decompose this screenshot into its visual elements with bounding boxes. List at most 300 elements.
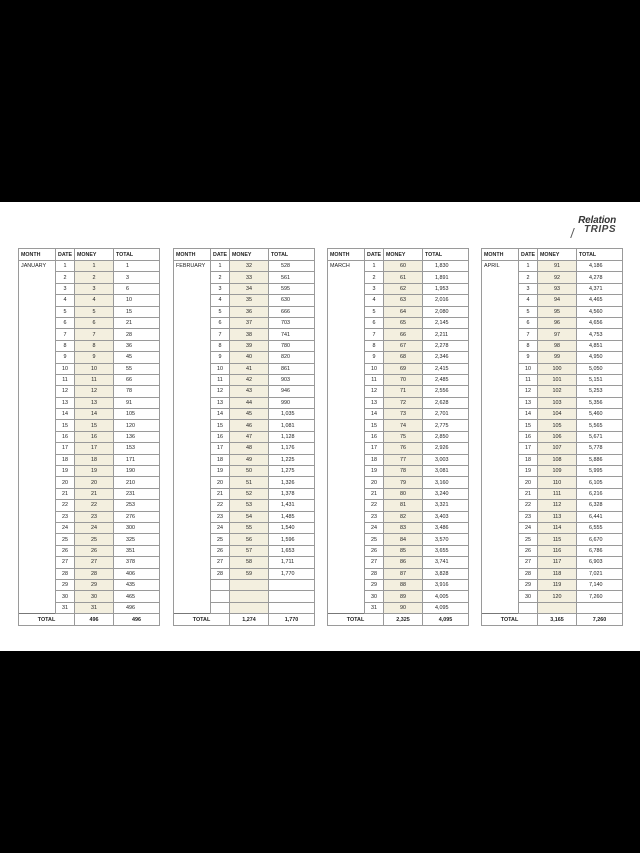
total-cell: 1,891 — [423, 272, 469, 283]
money-cell: 66 — [384, 329, 423, 340]
table-row — [482, 261, 623, 272]
money-cell: 3 — [75, 283, 114, 294]
table-row — [328, 409, 469, 420]
date-cell: 1 — [211, 261, 230, 272]
date-cell: 1 — [365, 261, 384, 272]
money-cell: 76 — [384, 443, 423, 454]
total-total: 4,095 — [423, 614, 469, 626]
header-row — [19, 249, 160, 261]
date-cell: 7 — [365, 329, 384, 340]
money-cell: 47 — [230, 431, 269, 442]
month-cell — [328, 317, 365, 328]
money-cell: 80 — [384, 488, 423, 499]
table-row — [174, 477, 315, 488]
total-cell: 1,953 — [423, 283, 469, 294]
money-cell: 50 — [230, 466, 269, 477]
total-total: 1,770 — [269, 614, 315, 626]
month-cell — [174, 557, 211, 568]
table-row — [482, 522, 623, 533]
money-cell: 36 — [230, 306, 269, 317]
total-row — [328, 614, 469, 626]
table-row — [19, 568, 160, 579]
total-cell: 820 — [269, 352, 315, 363]
date-cell: 22 — [56, 500, 75, 511]
month-cell — [19, 443, 56, 454]
total-cell: 3,741 — [423, 557, 469, 568]
money-cell: 12 — [75, 386, 114, 397]
header-row — [174, 249, 315, 261]
month-cell — [328, 500, 365, 511]
money-cell: 59 — [230, 568, 269, 579]
total-cell: 66 — [114, 374, 160, 385]
money-cell: 37 — [230, 317, 269, 328]
table-row — [328, 317, 469, 328]
total-money: 496 — [75, 614, 114, 626]
savings-sheet — [0, 202, 640, 651]
month-cell — [19, 386, 56, 397]
date-cell: 26 — [365, 545, 384, 556]
table-row — [174, 534, 315, 545]
money-cell: 40 — [230, 352, 269, 363]
money-cell: 49 — [230, 454, 269, 465]
date-cell: 13 — [519, 397, 538, 408]
total-cell: 1,378 — [269, 488, 315, 499]
table-row — [328, 511, 469, 522]
month-table — [327, 248, 469, 626]
month-cell — [482, 557, 519, 568]
date-cell: 17 — [56, 443, 75, 454]
table-row — [328, 545, 469, 556]
money-cell: 2 — [75, 272, 114, 283]
date-cell: 6 — [365, 317, 384, 328]
total-cell: 1,128 — [269, 431, 315, 442]
money-cell: 22 — [75, 500, 114, 511]
date-cell: 2 — [519, 272, 538, 283]
total-cell: 630 — [269, 295, 315, 306]
table-row — [328, 340, 469, 351]
money-cell: 26 — [75, 545, 114, 556]
month-cell — [482, 534, 519, 545]
table-row — [19, 557, 160, 568]
date-cell: 26 — [211, 545, 230, 556]
total-cell: 5,460 — [577, 409, 623, 420]
month-cell — [482, 295, 519, 306]
total-cell — [269, 591, 315, 602]
total-total: 7,260 — [577, 614, 623, 626]
date-cell: 2 — [56, 272, 75, 283]
money-cell: 92 — [538, 272, 577, 283]
total-label: TOTAL — [482, 614, 538, 626]
total-cell: 21 — [114, 317, 160, 328]
month-cell — [328, 443, 365, 454]
table-row — [328, 397, 469, 408]
month-cell — [19, 295, 56, 306]
date-cell: 26 — [56, 545, 75, 556]
date-cell: 1 — [56, 261, 75, 272]
header-row — [482, 249, 623, 261]
month-cell — [19, 409, 56, 420]
month-cell — [174, 477, 211, 488]
month-cell — [19, 454, 56, 465]
total-cell: 4,950 — [577, 352, 623, 363]
header-money: MONEY — [538, 249, 577, 261]
table-row — [328, 443, 469, 454]
money-cell: 16 — [75, 431, 114, 442]
total-cell: 741 — [269, 329, 315, 340]
table-row — [19, 386, 160, 397]
date-cell — [211, 602, 230, 613]
month-cell — [328, 420, 365, 431]
date-cell: 28 — [519, 568, 538, 579]
money-cell: 45 — [230, 409, 269, 420]
total-cell: 1,770 — [269, 568, 315, 579]
total-cell: 4,465 — [577, 295, 623, 306]
date-cell: 4 — [56, 295, 75, 306]
month-cell — [19, 466, 56, 477]
date-cell: 29 — [519, 579, 538, 590]
money-cell: 38 — [230, 329, 269, 340]
month-cell — [482, 397, 519, 408]
money-cell: 39 — [230, 340, 269, 351]
month-cell — [328, 522, 365, 533]
header-money: MONEY — [75, 249, 114, 261]
header-month: MONTH — [19, 249, 56, 261]
table-row — [19, 340, 160, 351]
header-date: DATE — [519, 249, 538, 261]
date-cell: 13 — [211, 397, 230, 408]
date-cell: 14 — [365, 409, 384, 420]
table-row — [174, 488, 315, 499]
total-cell: 5,671 — [577, 431, 623, 442]
table-row — [328, 431, 469, 442]
month-cell — [482, 431, 519, 442]
money-cell: 90 — [384, 602, 423, 613]
money-cell: 83 — [384, 522, 423, 533]
total-cell: 1,326 — [269, 477, 315, 488]
money-cell: 57 — [230, 545, 269, 556]
table-row — [482, 420, 623, 431]
money-cell: 15 — [75, 420, 114, 431]
total-cell: 3,003 — [423, 454, 469, 465]
month-cell — [328, 466, 365, 477]
money-cell: 51 — [230, 477, 269, 488]
month-cell — [482, 511, 519, 522]
total-cell: 5,050 — [577, 363, 623, 374]
table-row — [328, 477, 469, 488]
date-cell: 25 — [211, 534, 230, 545]
money-cell: 30 — [75, 591, 114, 602]
money-cell: 52 — [230, 488, 269, 499]
date-cell: 30 — [519, 591, 538, 602]
date-cell: 29 — [56, 579, 75, 590]
month-cell — [482, 363, 519, 374]
money-cell: 74 — [384, 420, 423, 431]
money-cell: 87 — [384, 568, 423, 579]
table-row — [19, 420, 160, 431]
month-cell — [174, 317, 211, 328]
table-row — [482, 295, 623, 306]
table-row — [482, 477, 623, 488]
date-cell: 23 — [56, 511, 75, 522]
total-cell: 4,851 — [577, 340, 623, 351]
table-row — [482, 545, 623, 556]
total-cell: 351 — [114, 545, 160, 556]
total-cell: 528 — [269, 261, 315, 272]
date-cell: 26 — [519, 545, 538, 556]
date-cell: 6 — [519, 317, 538, 328]
month-cell — [174, 534, 211, 545]
table-row — [19, 522, 160, 533]
table-row — [482, 534, 623, 545]
date-cell: 8 — [365, 340, 384, 351]
total-cell: 171 — [114, 454, 160, 465]
money-cell: 46 — [230, 420, 269, 431]
date-cell: 19 — [365, 466, 384, 477]
table-row — [482, 386, 623, 397]
date-cell: 20 — [56, 477, 75, 488]
month-cell — [174, 329, 211, 340]
total-cell: 1,711 — [269, 557, 315, 568]
total-cell: 3 — [114, 272, 160, 283]
table-row — [19, 534, 160, 545]
money-cell: 106 — [538, 431, 577, 442]
table-row — [482, 397, 623, 408]
money-cell: 105 — [538, 420, 577, 431]
date-cell: 23 — [519, 511, 538, 522]
date-cell: 25 — [365, 534, 384, 545]
month-cell — [328, 374, 365, 385]
money-cell: 110 — [538, 477, 577, 488]
total-cell: 7,140 — [577, 579, 623, 590]
total-cell: 6,670 — [577, 534, 623, 545]
total-cell — [269, 602, 315, 613]
total-cell: 2,080 — [423, 306, 469, 317]
month-cell — [328, 568, 365, 579]
total-cell: 3,240 — [423, 488, 469, 499]
money-cell: 20 — [75, 477, 114, 488]
month-cell — [328, 488, 365, 499]
table-row — [328, 454, 469, 465]
money-cell: 119 — [538, 579, 577, 590]
table-row — [19, 500, 160, 511]
money-cell — [230, 602, 269, 613]
month-cell — [174, 522, 211, 533]
money-cell: 5 — [75, 306, 114, 317]
month-cell — [482, 454, 519, 465]
table-row — [174, 409, 315, 420]
total-cell: 5,565 — [577, 420, 623, 431]
table-row — [174, 443, 315, 454]
date-cell: 9 — [211, 352, 230, 363]
money-cell: 73 — [384, 409, 423, 420]
table-row — [482, 431, 623, 442]
money-cell: 23 — [75, 511, 114, 522]
month-cell — [482, 591, 519, 602]
total-cell: 15 — [114, 306, 160, 317]
money-cell: 63 — [384, 295, 423, 306]
table-row — [19, 329, 160, 340]
total-cell: 2,211 — [423, 329, 469, 340]
total-cell: 300 — [114, 522, 160, 533]
month-cell — [19, 522, 56, 533]
money-cell: 42 — [230, 374, 269, 385]
total-cell: 3,321 — [423, 500, 469, 511]
month-cell — [482, 340, 519, 351]
total-cell: 2,556 — [423, 386, 469, 397]
date-cell: 21 — [56, 488, 75, 499]
table-row — [328, 295, 469, 306]
total-cell: 496 — [114, 602, 160, 613]
total-cell: 1,596 — [269, 534, 315, 545]
total-cell: 6,328 — [577, 500, 623, 511]
date-cell: 18 — [56, 454, 75, 465]
date-cell: 5 — [56, 306, 75, 317]
total-cell: 7,260 — [577, 591, 623, 602]
table-row — [19, 511, 160, 522]
table-row — [174, 557, 315, 568]
table-row — [328, 602, 469, 613]
month-cell — [328, 409, 365, 420]
month-cell — [482, 522, 519, 533]
date-cell: 30 — [56, 591, 75, 602]
date-cell: 15 — [519, 420, 538, 431]
total-cell: 465 — [114, 591, 160, 602]
table-row — [19, 397, 160, 408]
money-cell: 34 — [230, 283, 269, 294]
total-cell: 6,216 — [577, 488, 623, 499]
table-row — [19, 283, 160, 294]
table-row — [19, 591, 160, 602]
month-name: APRIL — [482, 261, 519, 272]
table-row — [482, 329, 623, 340]
money-cell: 25 — [75, 534, 114, 545]
total-cell: 3,081 — [423, 466, 469, 477]
total-cell: 378 — [114, 557, 160, 568]
total-cell: 276 — [114, 511, 160, 522]
money-cell: 41 — [230, 363, 269, 374]
date-cell: 16 — [519, 431, 538, 442]
date-cell: 21 — [211, 488, 230, 499]
date-cell: 18 — [519, 454, 538, 465]
date-cell: 27 — [56, 557, 75, 568]
date-cell: 3 — [365, 283, 384, 294]
table-row — [174, 511, 315, 522]
total-cell: 253 — [114, 500, 160, 511]
total-label: TOTAL — [328, 614, 384, 626]
total-cell: 190 — [114, 466, 160, 477]
month-cell — [482, 443, 519, 454]
brand-line2: TRIPS — [584, 224, 616, 235]
month-cell — [19, 363, 56, 374]
total-cell: 153 — [114, 443, 160, 454]
money-cell — [230, 579, 269, 590]
money-cell: 96 — [538, 317, 577, 328]
month-cell — [482, 477, 519, 488]
total-cell: 1,176 — [269, 443, 315, 454]
date-cell: 3 — [211, 283, 230, 294]
date-cell: 23 — [211, 511, 230, 522]
total-cell: 5,778 — [577, 443, 623, 454]
month-cell — [19, 340, 56, 351]
money-cell: 120 — [538, 591, 577, 602]
total-cell: 3,160 — [423, 477, 469, 488]
total-cell — [577, 602, 623, 613]
total-cell: 3,486 — [423, 522, 469, 533]
total-cell: 1,225 — [269, 454, 315, 465]
month-cell — [482, 283, 519, 294]
date-cell: 22 — [365, 500, 384, 511]
table-row — [328, 534, 469, 545]
table-row — [328, 352, 469, 363]
date-cell: 15 — [365, 420, 384, 431]
money-cell: 68 — [384, 352, 423, 363]
table-row — [19, 477, 160, 488]
table-row — [174, 568, 315, 579]
header-date: DATE — [365, 249, 384, 261]
date-cell: 23 — [365, 511, 384, 522]
month-cell — [482, 329, 519, 340]
header-money: MONEY — [384, 249, 423, 261]
date-cell: 28 — [365, 568, 384, 579]
month-cell — [174, 579, 211, 590]
date-cell: 19 — [56, 466, 75, 477]
table-row — [482, 568, 623, 579]
date-cell: 8 — [519, 340, 538, 351]
month-cell — [174, 272, 211, 283]
total-money: 3,165 — [538, 614, 577, 626]
total-cell: 435 — [114, 579, 160, 590]
month-cell — [174, 363, 211, 374]
total-money: 2,325 — [384, 614, 423, 626]
money-cell: 14 — [75, 409, 114, 420]
money-cell: 67 — [384, 340, 423, 351]
date-cell: 12 — [211, 386, 230, 397]
date-cell: 20 — [519, 477, 538, 488]
date-cell — [519, 602, 538, 613]
table-row — [19, 261, 160, 272]
table-row — [174, 374, 315, 385]
month-cell — [19, 420, 56, 431]
total-cell: 3,403 — [423, 511, 469, 522]
header-month: MONTH — [328, 249, 365, 261]
total-cell: 2,850 — [423, 431, 469, 442]
month-cell — [174, 568, 211, 579]
total-cell: 78 — [114, 386, 160, 397]
total-cell: 2,628 — [423, 397, 469, 408]
table-row — [19, 272, 160, 283]
table-row — [482, 557, 623, 568]
total-cell: 91 — [114, 397, 160, 408]
total-cell: 2,145 — [423, 317, 469, 328]
date-cell: 14 — [519, 409, 538, 420]
header-date: DATE — [211, 249, 230, 261]
header-month: MONTH — [482, 249, 519, 261]
month-cell — [328, 272, 365, 283]
date-cell: 13 — [56, 397, 75, 408]
table-row — [19, 374, 160, 385]
table-row — [482, 579, 623, 590]
table-row — [482, 363, 623, 374]
month-cell — [19, 431, 56, 442]
money-cell: 13 — [75, 397, 114, 408]
date-cell: 24 — [56, 522, 75, 533]
money-cell: 118 — [538, 568, 577, 579]
total-cell: 3,570 — [423, 534, 469, 545]
total-cell: 105 — [114, 409, 160, 420]
table-row — [328, 500, 469, 511]
total-cell: 406 — [114, 568, 160, 579]
date-cell: 10 — [56, 363, 75, 374]
